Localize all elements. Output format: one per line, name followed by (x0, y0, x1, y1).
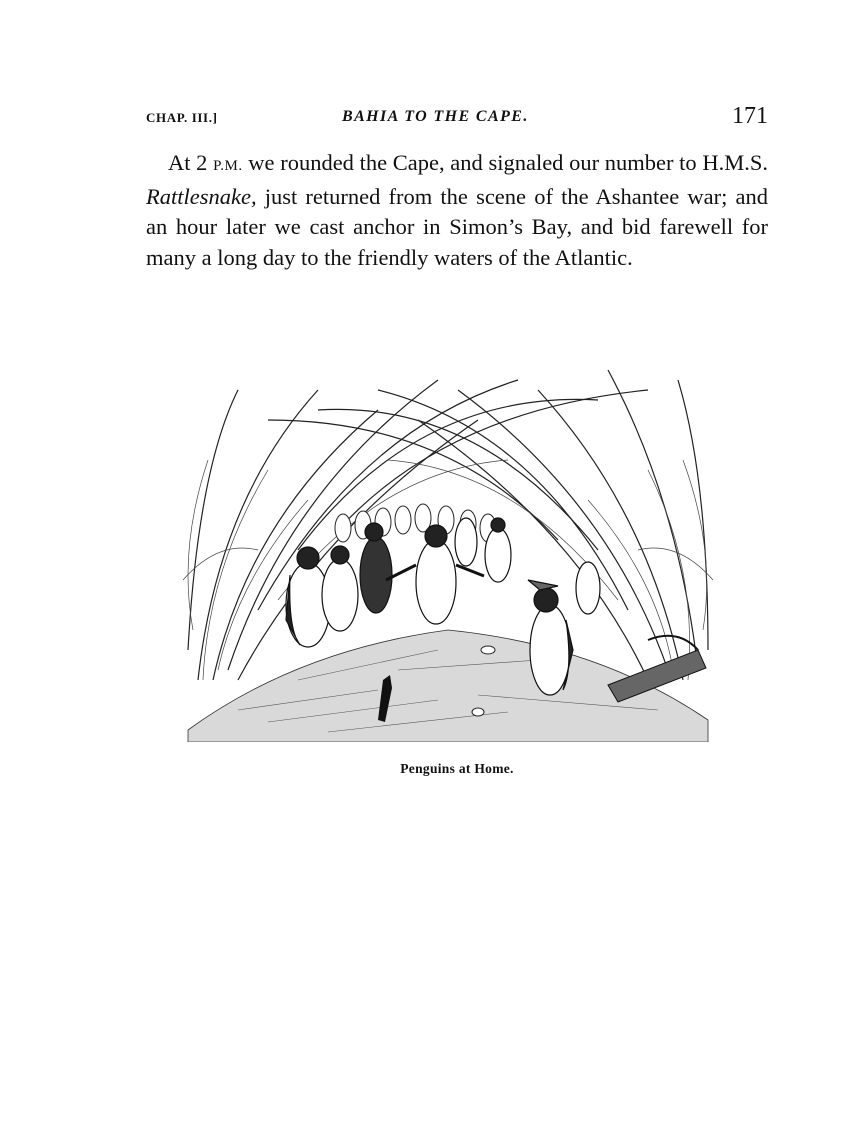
chapter-label: CHAP. III.] (146, 110, 218, 125)
page-header (146, 104, 768, 138)
running-title: BAHIA TO THE CAPE. (342, 108, 529, 125)
page-number: 171 (732, 103, 768, 129)
paragraph-text-2: we rounded the Cape, and signaled our number to H.M.S. (242, 150, 768, 175)
paragraph-text-3: just returned from the scene of the Ashantee war; and an hour later we cast anchor in Simon’s Bay, and bid farewell for many a long day to the friendly waters of the Atlantic. (146, 183, 768, 270)
time-abbreviation: P.M. (213, 158, 243, 174)
penguins-illustration (178, 350, 716, 742)
ship-name: Rattlesnake, (146, 183, 257, 209)
penguins-engraving-icon (178, 350, 716, 742)
paragraph-text-1: At 2 (168, 150, 214, 175)
body-paragraph (146, 148, 768, 273)
figure-caption: Penguins at Home. (400, 761, 514, 776)
